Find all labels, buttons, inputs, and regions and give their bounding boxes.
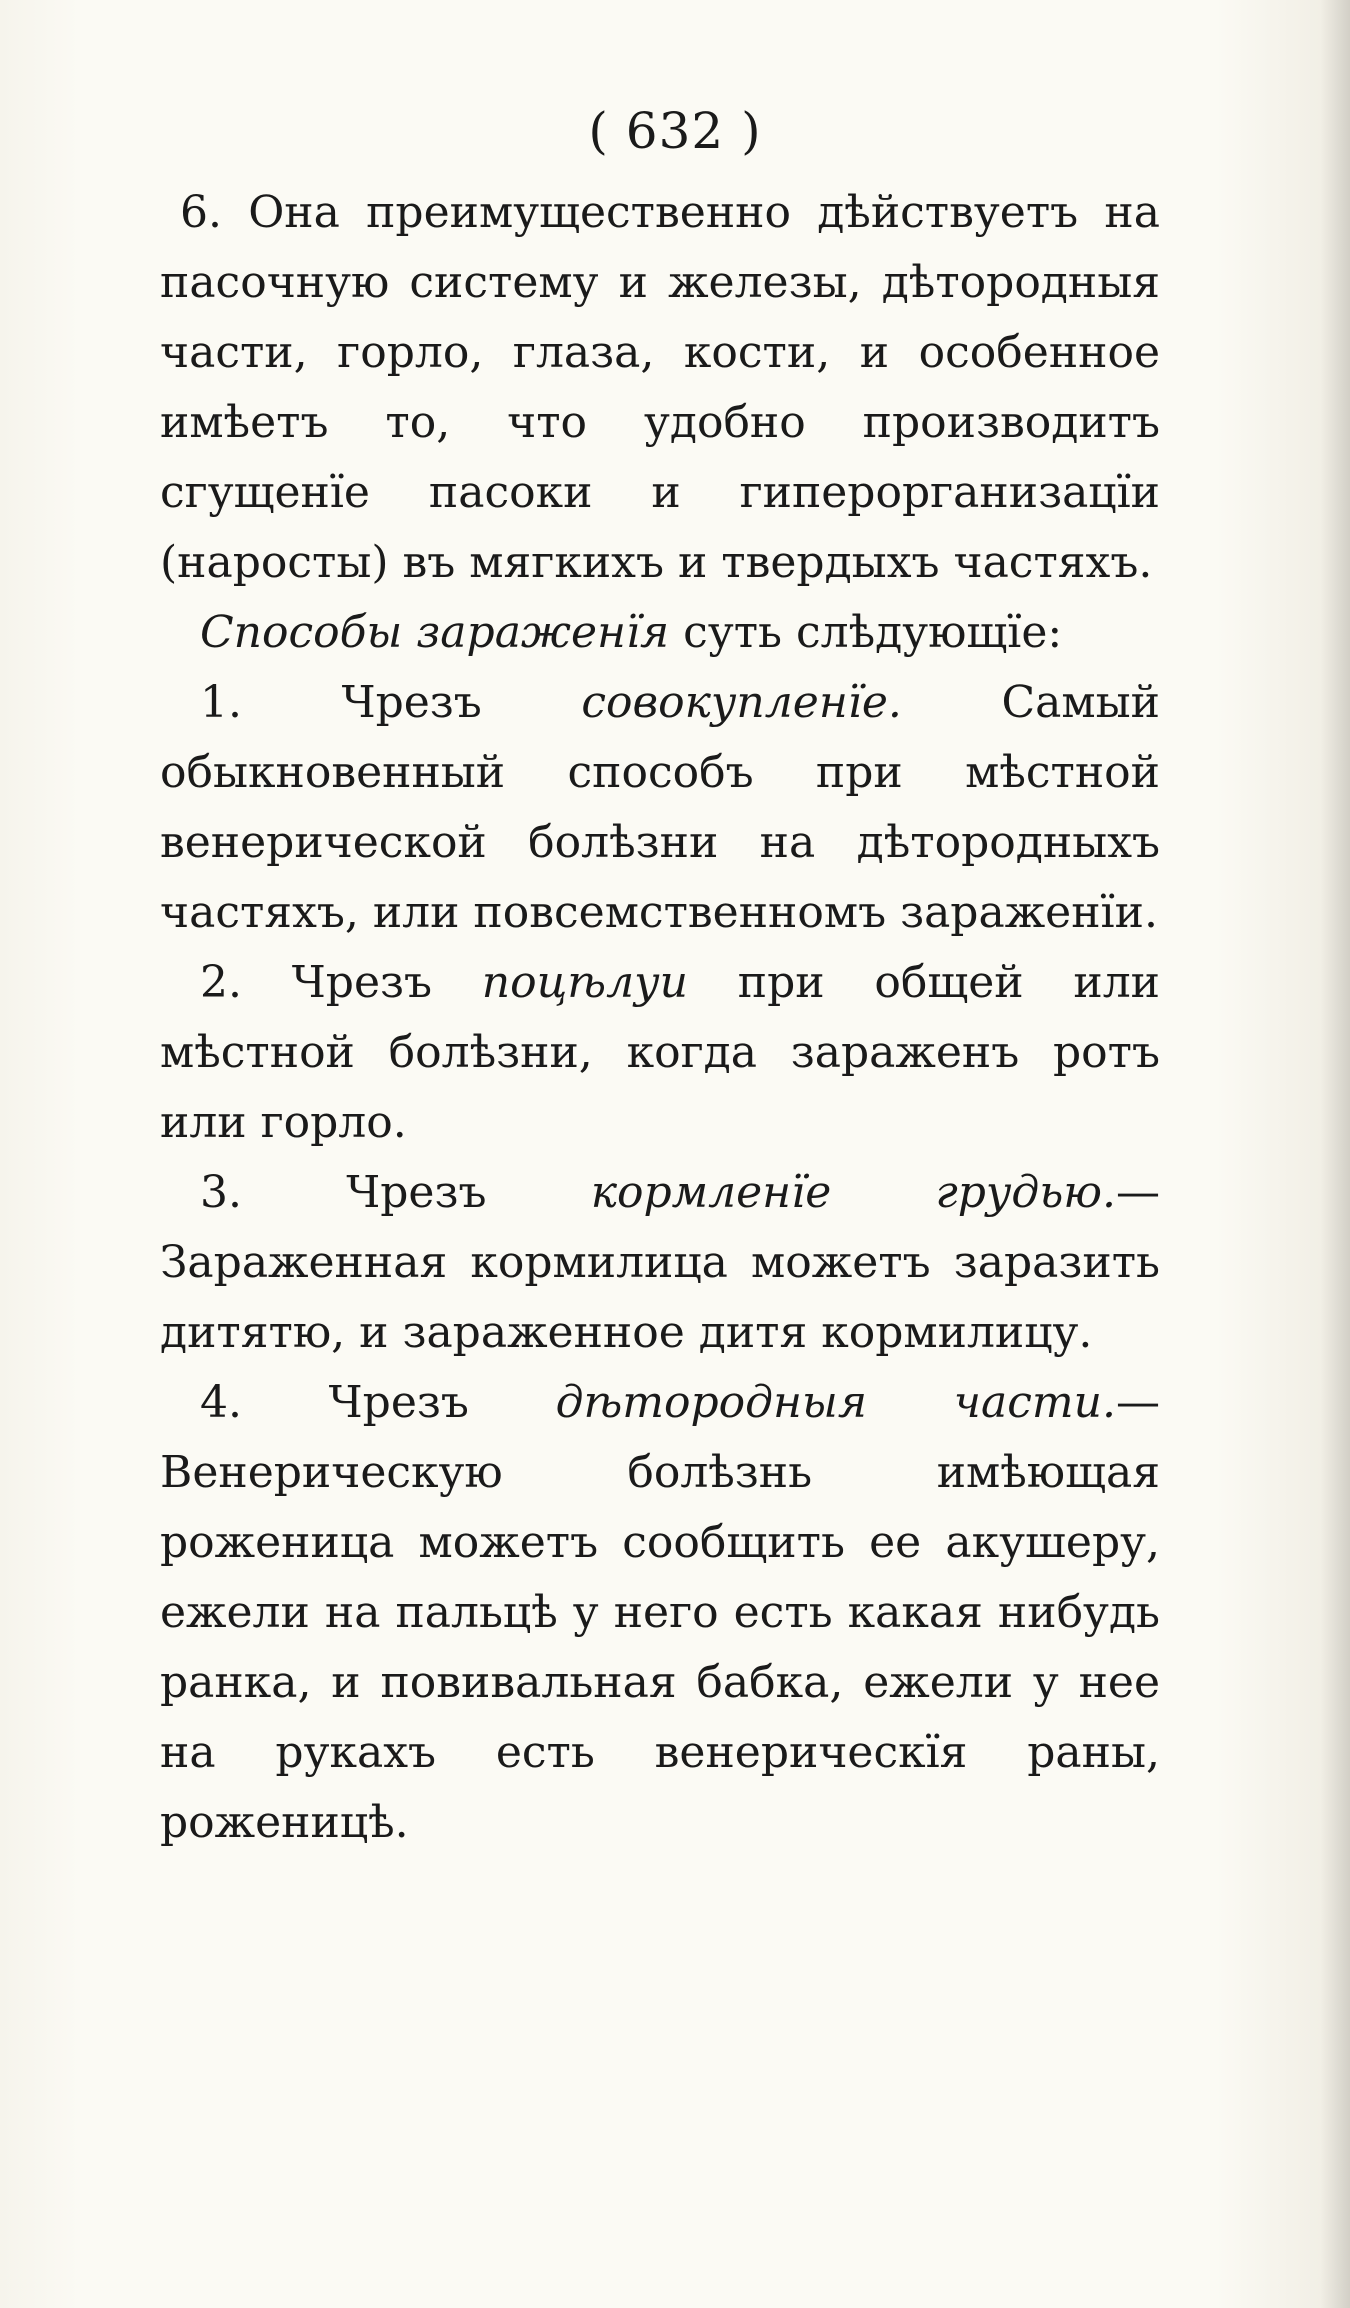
paragraph-number: 1. [200, 677, 242, 728]
paragraph-italic: дѣтородныя части. [555, 1377, 1116, 1428]
paragraph-text: Самый обыкновенный способъ при мѣстной венерической болѣзни на дѣтородныхъ частяхъ, или повсемственномъ зараженїи. [160, 677, 1160, 938]
paragraph-method-2 [160, 948, 1160, 1158]
paragraph-italic: поцѣлуи [481, 957, 688, 1008]
paragraph-lead: Чрезъ [291, 957, 432, 1008]
paragraph-method-3 [160, 1158, 1160, 1368]
paragraph-lead: Чрезъ [346, 1167, 487, 1218]
paragraph-number: 3. [200, 1167, 242, 1218]
paragraph-text: при общей или мѣстной болѣзни, когда зараженъ ротъ или горло. [160, 957, 1160, 1148]
paragraph-text: — Зараженная кормилица можетъ заразить дитятю, и зараженное дитя кормилицу. [160, 1167, 1160, 1358]
paragraph-number: 4. [200, 1377, 242, 1428]
paragraph-text: —Венерическую болѣзнь имѣющая роженица можетъ сообщить ее акушеру, ежели на пальцѣ у него есть какая нибудь ранка, и повивальная бабка, ежели у нее на рукахъ есть венерическїя раны, роженицѣ. [160, 1377, 1160, 1848]
paragraph-lead: Чрезъ [328, 1377, 469, 1428]
paragraph-text: суть слѣдующїе: [669, 607, 1063, 658]
paragraph-method-4 [160, 1368, 1160, 1858]
paragraph-text: Она преимущественно дѣйствуетъ на пасочную систему и железы, дѣтородныя части, горло, глаза, кости, и особенное имѣетъ то, что удобно производитъ сгущенїе пасоки и гиперорганизацїи (наросты) въ мягкихъ и твердыхъ частяхъ. [160, 187, 1160, 588]
paragraph-heading-italic: Способы зараженїя [200, 607, 670, 658]
paragraph-lead: Чрезъ [341, 677, 482, 728]
paragraph-6 [160, 178, 1160, 598]
paragraph-method-1 [160, 668, 1160, 948]
paragraph-number: 6. [180, 187, 222, 238]
page-text [160, 178, 1160, 1858]
paragraph-infection-methods [160, 598, 1160, 668]
paragraph-italic: кормленїе грудью. [590, 1167, 1116, 1218]
paragraph-number: 2. [200, 957, 242, 1008]
paragraph-italic: совокупленїе. [581, 677, 902, 728]
page-edge-shadow [1320, 0, 1350, 2308]
page-number: ( 632 ) [588, 102, 762, 160]
